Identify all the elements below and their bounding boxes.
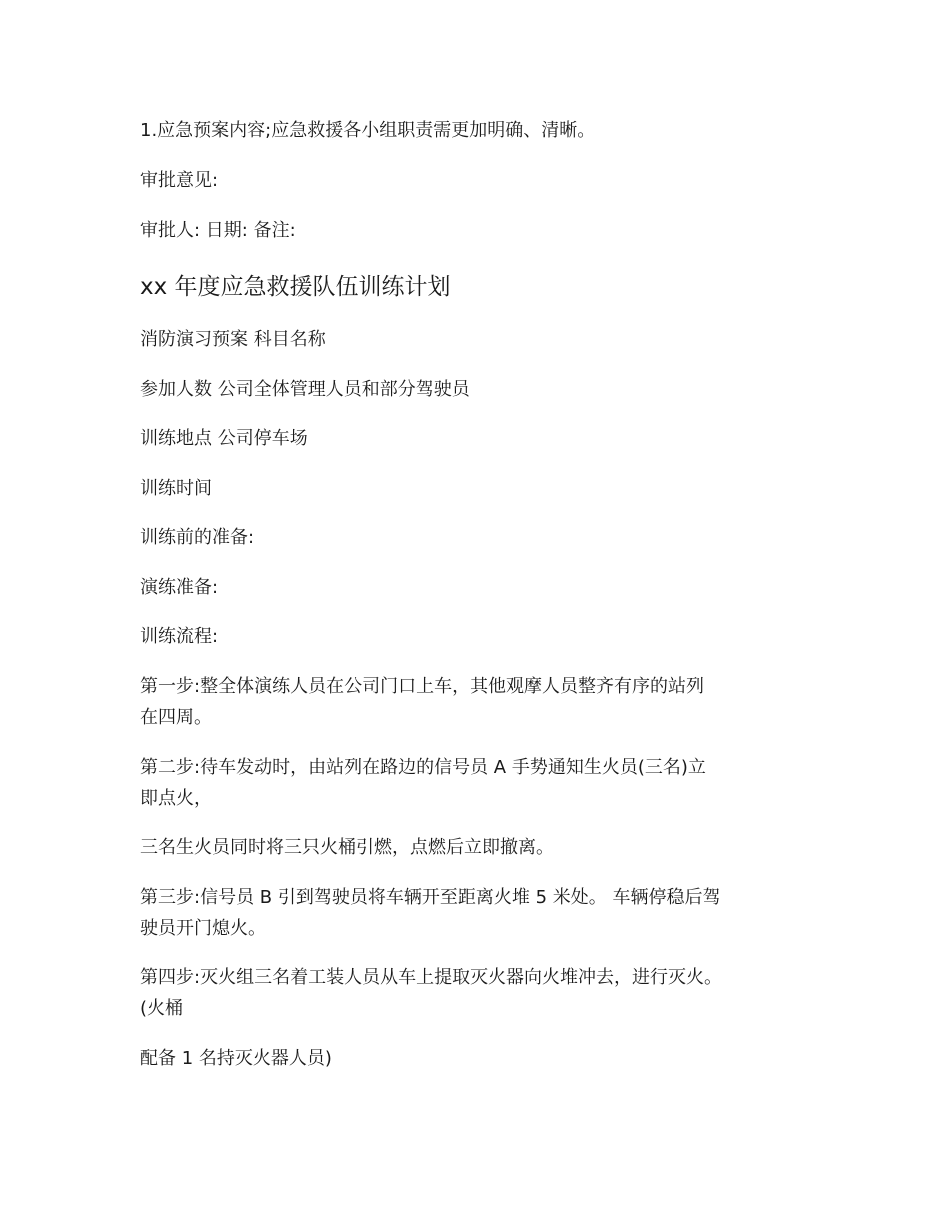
- step2-line-b: 即点火，: [140, 788, 212, 809]
- step4-line-a: 第四步:灭火组三名着工装人员从车上提取灭火器向火堆冲去，进行灭火。: [140, 967, 723, 988]
- step4-line-b: (火桶: [140, 998, 184, 1019]
- location-line: 训练地点 公司停车场: [140, 428, 308, 449]
- approval-opinion-label: 审批意见:: [140, 170, 219, 191]
- process-line: 训练流程:: [140, 626, 219, 647]
- step3-line-b: 驶员开门熄火。: [140, 918, 266, 939]
- step1-line-a: 第一步:整全体演练人员在公司门口上车，其他观摩人员整齐有序的站列: [140, 676, 705, 697]
- participants-line: 参加人数 公司全体管理人员和部分驾驶员: [140, 379, 470, 400]
- step2-line-c: 三名生火员同时将三只火桶引燃，点燃后立即撤离。: [140, 837, 554, 858]
- step3-line-a: 第三步:信号员 B 引到驾驶员将车辆开至距离火堆 5 米处。 车辆停稳后驾: [140, 887, 721, 908]
- approver-line: 审批人: 日期: 备注:: [140, 220, 296, 241]
- drill-prep-line: 演练准备:: [140, 577, 219, 598]
- document-title: xx 年度应急救援队伍训练计划: [140, 274, 451, 300]
- line-plan-content: 1.应急预案内容;应急救援各小组职责需更加明确、清晰。: [140, 120, 596, 141]
- subject-line: 消防演习预案 科目名称: [140, 329, 326, 350]
- step1-line-b: 在四周。: [140, 707, 212, 728]
- step2-line-a: 第二步:待车发动时，由站列在路边的信号员 A 手势通知生火员(三名)立: [140, 757, 706, 778]
- time-line: 训练时间: [140, 478, 212, 499]
- step4-line-c: 配备 1 名持灭火器人员): [140, 1048, 332, 1069]
- pre-training-line: 训练前的准备:: [140, 527, 255, 548]
